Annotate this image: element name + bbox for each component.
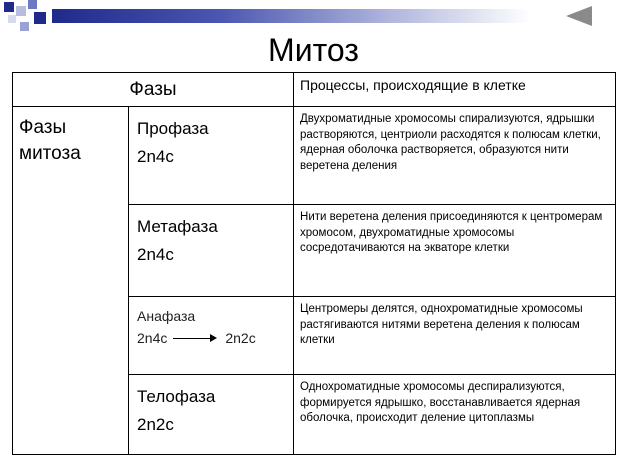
phase-description: Однохроматидные хромосомы деспирализуются, формируется ядрышко, восстанавливается ядерная оболочка, происходит деление цитоплазмы: [294, 375, 616, 455]
table-row: [13, 107, 616, 205]
decor-square: [4, 2, 14, 12]
phase-formula-transition: [137, 327, 285, 349]
group-label: Фазы митоза: [13, 107, 129, 455]
phase-description: Центромеры делятся, однохроматидные хромосомы растягиваются нитями веретена деления к полюсам клетки: [294, 297, 616, 375]
phase-cell: [129, 375, 294, 455]
phase-description: Нити веретена деления присоединяются к центромерам хромосом, двухроматидные хромосомы сосредотачиваются на экваторе клетки: [294, 205, 616, 297]
phase-description: Двухроматидные хромосомы спирализуются, ядрышки растворяются, центриоли расходятся к полюсам клетки, ядерная оболочка растворяется, образуются нити веретена деления: [294, 107, 616, 205]
phase-name: Профаза: [137, 119, 209, 138]
decor-square: [34, 12, 46, 24]
phase-cell: [129, 297, 294, 375]
decor-square: [8, 15, 16, 23]
header-phases: Фазы: [13, 73, 294, 107]
decor-square: [16, 6, 26, 16]
phase-name: Анафаза: [137, 308, 196, 324]
phase-formula: 2n4c: [137, 245, 174, 264]
page-title: Митоз: [268, 32, 359, 68]
phase-name: Телофаза: [137, 387, 216, 406]
phase-cell: [129, 205, 294, 297]
formula-to: 2n2c: [225, 330, 256, 346]
header-decoration: [0, 0, 627, 34]
table-header-row: [13, 73, 616, 107]
header-processes: Процессы, происходящие в клетке: [294, 73, 616, 107]
phase-cell: [129, 107, 294, 205]
phase-name: Метафаза: [137, 217, 218, 236]
header-gradient-bar: [52, 9, 530, 23]
back-arrow-icon[interactable]: [566, 6, 592, 26]
arrow-right-icon: [173, 333, 217, 343]
mitosis-table: [12, 72, 616, 455]
formula-from: 2n4c: [137, 330, 168, 346]
phase-formula: 2n4c: [137, 147, 174, 166]
decor-square: [28, 0, 37, 9]
phase-formula: 2n2c: [137, 415, 174, 434]
